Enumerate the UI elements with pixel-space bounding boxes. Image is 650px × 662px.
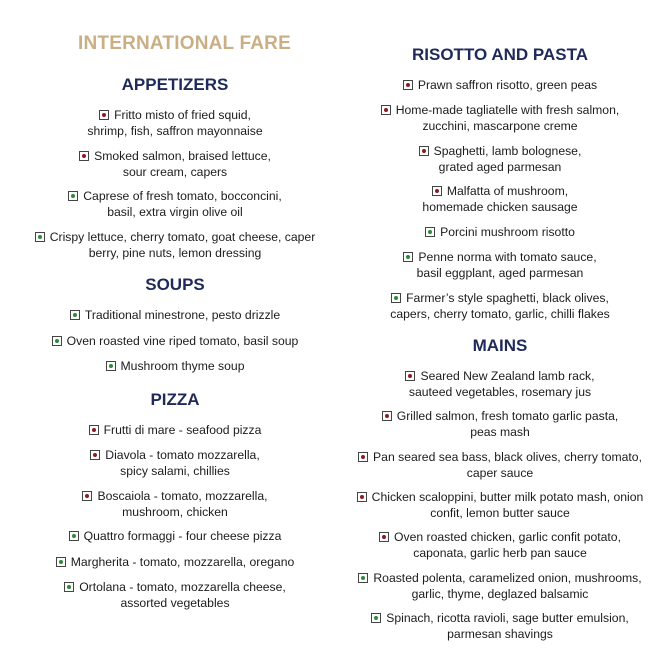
menu-item: Grilled salmon, fresh tomato garlic pasta, peas mash	[350, 408, 650, 440]
menu-title: INTERNATIONAL FARE	[78, 33, 291, 54]
veg-icon	[69, 531, 79, 541]
menu-item: Oven roasted chicken, garlic confit potato, caponata, garlic herb pan sauce	[350, 529, 650, 561]
nonveg-icon	[405, 371, 415, 381]
nonveg-icon	[79, 151, 89, 161]
veg-icon	[70, 310, 80, 320]
veg-icon	[35, 232, 45, 242]
menu-item: Pan seared sea bass, black olives, cherry tomato, caper sauce	[350, 449, 650, 481]
nonveg-icon	[89, 425, 99, 435]
menu-item: Diavola - tomato mozzarella, spicy salami, chillies	[0, 447, 350, 479]
menu-item: Boscaiola - tomato, mozzarella, mushroom, chicken	[0, 488, 350, 520]
veg-icon	[391, 293, 401, 303]
nonveg-icon	[381, 105, 391, 115]
menu-item: Malfatta of mushroom, homemade chicken sausage	[422, 184, 578, 214]
nonveg-icon	[432, 186, 442, 196]
menu-item: Crispy lettuce, cherry tomato, goat cheese, caper berry, pine nuts, lemon dressing	[0, 229, 350, 261]
section-heading-soups: SOUPS	[145, 275, 205, 294]
menu-item: Home-made tagliatelle with fresh salmon, zucchini, mascarpone creme	[350, 102, 650, 134]
nonveg-icon	[419, 146, 429, 156]
nonveg-icon	[379, 532, 389, 542]
veg-icon	[403, 252, 413, 262]
section-heading-appetizers: APPETIZERS	[121, 75, 229, 94]
menu-item: Margherita - tomato, mozzarella, oregano	[0, 554, 350, 570]
menu-item: Mushroom thyme soup	[0, 358, 350, 374]
veg-icon	[52, 336, 62, 346]
menu-item: Spaghetti, lamb bolognese, grated aged parmesan	[350, 143, 650, 175]
menu-item: Prawn saffron risotto, green peas	[350, 77, 650, 93]
nonveg-icon	[99, 110, 109, 120]
veg-icon	[64, 582, 74, 592]
menu-item: Penne norma with tomato sauce, basil eggplant, aged parmesan	[350, 249, 650, 281]
veg-icon	[358, 573, 368, 583]
menu-item: Chicken scaloppini, butter milk potato mash, onion confit, lemon butter sauce	[350, 489, 650, 521]
veg-icon	[425, 227, 435, 237]
nonveg-icon	[382, 411, 392, 421]
menu-item: Seared New Zealand lamb rack, sauteed vegetables, rosemary jus	[350, 368, 650, 400]
menu-item: Ortolana - tomato, mozzarella cheese, assorted vegetables	[0, 579, 350, 611]
menu-item: Oven roasted vine riped tomato, basil soup	[0, 333, 350, 349]
veg-icon	[68, 191, 78, 201]
nonveg-icon	[90, 450, 100, 460]
menu-item: Smoked salmon, braised lettuce, sour cream, capers	[0, 148, 350, 180]
nonveg-icon	[82, 491, 92, 501]
section-heading-pizza: PIZZA	[150, 390, 200, 409]
veg-icon	[371, 613, 381, 623]
section-heading-risotto-and-pasta: RISOTTO AND PASTA	[412, 45, 588, 64]
menu-item: Roasted polenta, caramelized onion, mushrooms, garlic, thyme, deglazed balsamic	[350, 570, 650, 602]
menu-item: Frutti di mare - seafood pizza	[0, 422, 350, 438]
menu-item: Porcini mushroom risotto	[350, 224, 650, 240]
nonveg-icon	[357, 492, 367, 502]
veg-icon	[106, 361, 116, 371]
menu-item: Quattro formaggi - four cheese pizza	[0, 528, 350, 544]
menu-item: Fritto misto of fried squid, shrimp, fish, saffron mayonnaise	[87, 108, 263, 138]
nonveg-icon	[358, 452, 368, 462]
menu-item: Traditional minestrone, pesto drizzle	[0, 307, 350, 323]
menu-item: Farmer’s style spaghetti, black olives, capers, cherry tomato, garlic, chilli flakes	[390, 291, 610, 321]
nonveg-icon	[403, 80, 413, 90]
menu-item: Caprese of fresh tomato, bocconcini, basil, extra virgin olive oil	[0, 188, 350, 220]
section-heading-mains: MAINS	[472, 336, 528, 355]
menu-item: Spinach, ricotta ravioli, sage butter emulsion, parmesan shavings	[350, 610, 650, 642]
veg-icon	[56, 557, 66, 567]
